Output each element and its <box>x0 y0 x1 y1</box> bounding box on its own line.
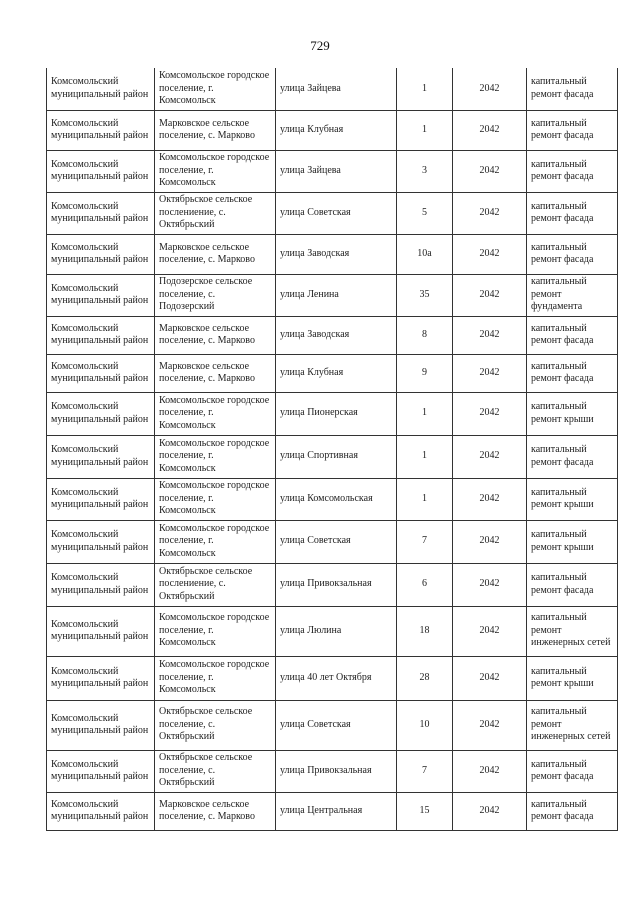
street-cell: улица 40 лет Октября <box>276 656 397 700</box>
house-number-cell: 7 <box>397 750 453 792</box>
settlement-cell: Марковское сельское поселение, с. Марково <box>155 110 276 150</box>
work-type-cell: капитальный ремонт фасада <box>527 110 618 150</box>
house-number-cell: 3 <box>397 150 453 192</box>
year-cell: 2042 <box>453 606 527 656</box>
settlement-cell: Комсомольское городское поселение, г. Комсомольск <box>155 656 276 700</box>
table-row <box>47 478 618 520</box>
table-row <box>47 274 618 316</box>
street-cell: улица Спортивная <box>276 435 397 478</box>
district-cell: Комсомольский муниципальный район <box>47 274 155 316</box>
table-row <box>47 234 618 274</box>
year-cell: 2042 <box>453 792 527 830</box>
year-cell: 2042 <box>453 520 527 563</box>
street-cell: улица Центральная <box>276 792 397 830</box>
work-type-cell: капитальный ремонт крыши <box>527 392 618 435</box>
district-cell: Комсомольский муниципальный район <box>47 563 155 606</box>
house-number-cell: 10а <box>397 234 453 274</box>
district-cell: Комсомольский муниципальный район <box>47 150 155 192</box>
settlement-cell: Комсомольское городское поселение, г. Комсомольск <box>155 478 276 520</box>
table-row <box>47 750 618 792</box>
year-cell: 2042 <box>453 435 527 478</box>
year-cell: 2042 <box>453 354 527 392</box>
work-type-cell: капитальный ремонт фасада <box>527 563 618 606</box>
table-row <box>47 110 618 150</box>
year-cell: 2042 <box>453 316 527 354</box>
year-cell: 2042 <box>453 656 527 700</box>
street-cell: улица Заводская <box>276 316 397 354</box>
settlement-cell: Комсомольское городское поселение, г. Комсомольск <box>155 606 276 656</box>
work-type-cell: капитальный ремонт фасада <box>527 792 618 830</box>
district-cell: Комсомольский муниципальный район <box>47 68 155 110</box>
table-row <box>47 700 618 750</box>
street-cell: улица Клубная <box>276 110 397 150</box>
house-number-cell: 10 <box>397 700 453 750</box>
house-number-cell: 28 <box>397 656 453 700</box>
year-cell: 2042 <box>453 68 527 110</box>
year-cell: 2042 <box>453 150 527 192</box>
work-type-cell: капитальный ремонт фасада <box>527 68 618 110</box>
district-cell: Комсомольский муниципальный район <box>47 478 155 520</box>
year-cell: 2042 <box>453 392 527 435</box>
district-cell: Комсомольский муниципальный район <box>47 750 155 792</box>
house-number-cell: 9 <box>397 354 453 392</box>
housing-repair-table <box>46 68 618 831</box>
settlement-cell: Комсомольское городское поселение, г. Комсомольск <box>155 520 276 563</box>
work-type-cell: капитальный ремонт фундамента <box>527 274 618 316</box>
street-cell: улица Пионерская <box>276 392 397 435</box>
street-cell: улица Зайцева <box>276 68 397 110</box>
work-type-cell: капитальный ремонт фасада <box>527 435 618 478</box>
settlement-cell: Марковское сельское поселение, с. Марково <box>155 316 276 354</box>
district-cell: Комсомольский муниципальный район <box>47 792 155 830</box>
district-cell: Комсомольский муниципальный район <box>47 656 155 700</box>
year-cell: 2042 <box>453 700 527 750</box>
house-number-cell: 8 <box>397 316 453 354</box>
settlement-cell: Марковское сельское поселение, с. Марково <box>155 354 276 392</box>
work-type-cell: капитальный ремонт фасада <box>527 234 618 274</box>
table-row <box>47 563 618 606</box>
house-number-cell: 35 <box>397 274 453 316</box>
house-number-cell: 1 <box>397 392 453 435</box>
settlement-cell: Комсомольское городское поселение, г. Комсомольск <box>155 150 276 192</box>
district-cell: Комсомольский муниципальный район <box>47 316 155 354</box>
district-cell: Комсомольский муниципальный район <box>47 354 155 392</box>
house-number-cell: 18 <box>397 606 453 656</box>
page-number: 729 <box>310 38 330 53</box>
year-cell: 2042 <box>453 274 527 316</box>
table-row <box>47 606 618 656</box>
year-cell: 2042 <box>453 478 527 520</box>
street-cell: улица Клубная <box>276 354 397 392</box>
street-cell: улица Зайцева <box>276 150 397 192</box>
table-body <box>47 68 618 830</box>
work-type-cell: капитальный ремонт инженерных сетей <box>527 606 618 656</box>
house-number-cell: 1 <box>397 68 453 110</box>
work-type-cell: капитальный ремонт крыши <box>527 478 618 520</box>
table-row <box>47 435 618 478</box>
street-cell: улица Советская <box>276 700 397 750</box>
table-row <box>47 192 618 234</box>
district-cell: Комсомольский муниципальный район <box>47 110 155 150</box>
street-cell: улица Привокзальная <box>276 563 397 606</box>
district-cell: Комсомольский муниципальный район <box>47 192 155 234</box>
house-number-cell: 15 <box>397 792 453 830</box>
year-cell: 2042 <box>453 110 527 150</box>
street-cell: улица Ленина <box>276 274 397 316</box>
table-row <box>47 68 618 110</box>
work-type-cell: капитальный ремонт фасада <box>527 316 618 354</box>
table-row <box>47 316 618 354</box>
street-cell: улица Привокзальная <box>276 750 397 792</box>
settlement-cell: Комсомольское городское поселение, г. Комсомольск <box>155 435 276 478</box>
settlement-cell: Комсомольское городское поселение, г. Комсомольск <box>155 392 276 435</box>
table-row <box>47 792 618 830</box>
house-number-cell: 5 <box>397 192 453 234</box>
year-cell: 2042 <box>453 192 527 234</box>
district-cell: Комсомольский муниципальный район <box>47 700 155 750</box>
settlement-cell: Комсомольское городское поселение, г. Комсомольск <box>155 68 276 110</box>
settlement-cell: Подозерское сельское поселение, с. Подозерский <box>155 274 276 316</box>
settlement-cell: Октябрьское сельское послениение, с. Октябрьский <box>155 192 276 234</box>
year-cell: 2042 <box>453 563 527 606</box>
district-cell: Комсомольский муниципальный район <box>47 435 155 478</box>
work-type-cell: капитальный ремонт фасада <box>527 192 618 234</box>
settlement-cell: Октябрьское сельское поселение, с. Октябрьский <box>155 700 276 750</box>
street-cell: улица Люлина <box>276 606 397 656</box>
settlement-cell: Октябрьское сельское послениение, с. Октябрьский <box>155 563 276 606</box>
work-type-cell: капитальный ремонт инженерных сетей <box>527 700 618 750</box>
settlement-cell: Марковское сельское поселение, с. Марково <box>155 792 276 830</box>
table-row <box>47 354 618 392</box>
house-number-cell: 6 <box>397 563 453 606</box>
house-number-cell: 1 <box>397 435 453 478</box>
year-cell: 2042 <box>453 234 527 274</box>
work-type-cell: капитальный ремонт фасада <box>527 150 618 192</box>
district-cell: Комсомольский муниципальный район <box>47 520 155 563</box>
street-cell: улица Заводская <box>276 234 397 274</box>
street-cell: улица Советская <box>276 192 397 234</box>
table-row <box>47 150 618 192</box>
table-row <box>47 656 618 700</box>
settlement-cell: Марковское сельское поселение, с. Марково <box>155 234 276 274</box>
year-cell: 2042 <box>453 750 527 792</box>
street-cell: улица Советская <box>276 520 397 563</box>
settlement-cell: Октябрьское сельское поселение, с. Октябрьский <box>155 750 276 792</box>
house-number-cell: 7 <box>397 520 453 563</box>
work-type-cell: капитальный ремонт крыши <box>527 656 618 700</box>
house-number-cell: 1 <box>397 478 453 520</box>
table-row <box>47 520 618 563</box>
work-type-cell: капитальный ремонт фасада <box>527 750 618 792</box>
work-type-cell: капитальный ремонт крыши <box>527 520 618 563</box>
street-cell: улица Комсомольская <box>276 478 397 520</box>
district-cell: Комсомольский муниципальный район <box>47 234 155 274</box>
table-row <box>47 392 618 435</box>
district-cell: Комсомольский муниципальный район <box>47 392 155 435</box>
work-type-cell: капитальный ремонт фасада <box>527 354 618 392</box>
district-cell: Комсомольский муниципальный район <box>47 606 155 656</box>
house-number-cell: 1 <box>397 110 453 150</box>
